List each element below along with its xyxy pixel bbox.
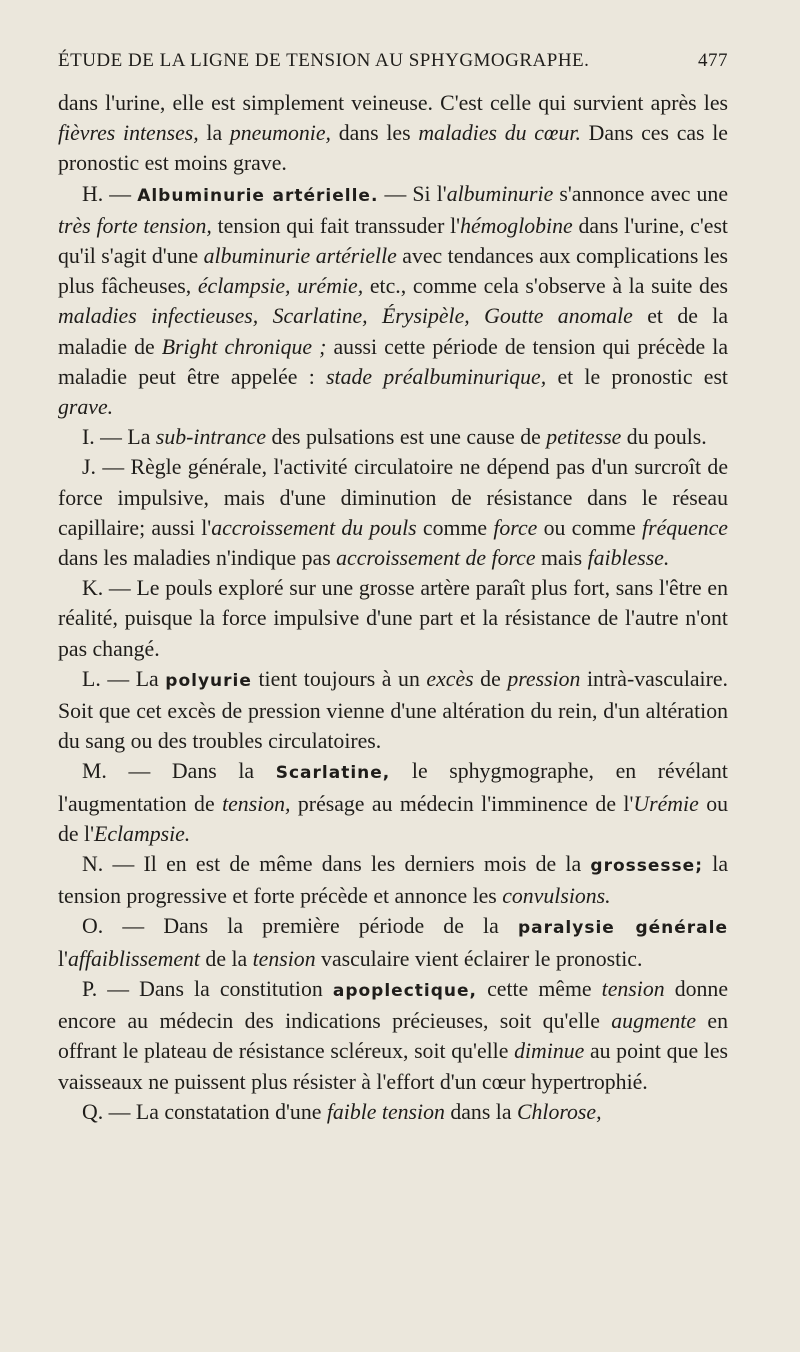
paragraph-continuation: dans l'urine, elle est simplement veineuse. C'est celle qui survient après les fièvres intenses, la pneumonie, dans les maladies du cœur. Dans ces cas le pronostic est moins grave. xyxy=(58,91,728,176)
paragraph-i: I. — La sub-intrance des pulsations est une cause de petitesse du pouls. xyxy=(82,425,707,450)
paragraph-k: K. — Le pouls exploré sur une grosse artère paraît plus fort, sans l'être en réalité, puisque la force impulsive d'une part et la résistance de l'autre n'ont pas changé. xyxy=(58,576,728,661)
running-header xyxy=(58,48,728,74)
paragraph-m: M. — Dans la Scarlatine, le sphygmographe, en révélant l'augmentation de tension, présage au médecin l'imminence de l'Urémie ou de l'Eclampsie. xyxy=(58,759,729,846)
paragraph-l: L. — La polyurie tient toujours à un excès de pression intrà-vasculaire. Soit que cet excès de pression vienne d'une altération du rein, d'un altération du sang ou des troubles circulatoires. xyxy=(58,666,728,754)
paragraph-p: P. — Dans la constitution apoplectique, cette même tension donne encore au médecin des indications précieuses, soit qu'elle augmente en offrant le plateau de résistance scléreux, soit qu'elle diminue au point que les vaisseaux ne puissent plus résister à l'effort d'un cœur hypertrophié. xyxy=(58,976,728,1094)
running-title: ÉTUDE DE LA LIGNE DE TENSION AU SPHYGMOGRAPHE. xyxy=(58,50,590,71)
paragraph-o: O. — Dans la première période de la paralysie générale l'affaiblissement de la tension vasculaire vient éclairer le pronostic. xyxy=(58,914,728,971)
page-number: 477 xyxy=(698,50,728,71)
book-page xyxy=(58,48,728,1127)
paragraph-h: H. — Albuminurie artérielle. — Si l'albuminurie s'annonce avec une très forte tension, tension qui fait transsuder l'hémoglobine dans l'urine, c'est qu'il s'agit d'une albuminurie artérielle avec tendances aux complications les plus fâcheuses, éclampsie, urémie, etc., comme cela s'observe à la suite des maladies infectieuses, Scarlatine, Érysipèle, Goutte anomale et de la maladie de Bright chronique ; aussi cette période de tension qui précède la maladie peut être appelée : stade préalbuminurique, et le pronostic est grave. xyxy=(58,181,729,420)
paragraph-j: J. — Règle générale, l'activité circulatoire ne dépend pas d'un surcroît de force impulsive, mais d'une diminution de résistance dans le réseau capillaire; aussi l'accroissement du pouls comme force ou comme fréquence dans les maladies n'indique pas accroissement de force mais faiblesse. xyxy=(58,455,728,571)
paragraph-q: Q. — La constatation d'une faible tension dans la Chlorose, xyxy=(82,1099,602,1124)
paragraph-n: N. — Il en est de même dans les derniers mois de la grossesse; la tension progressive et forte précède et annonce les convulsions. xyxy=(58,852,728,909)
